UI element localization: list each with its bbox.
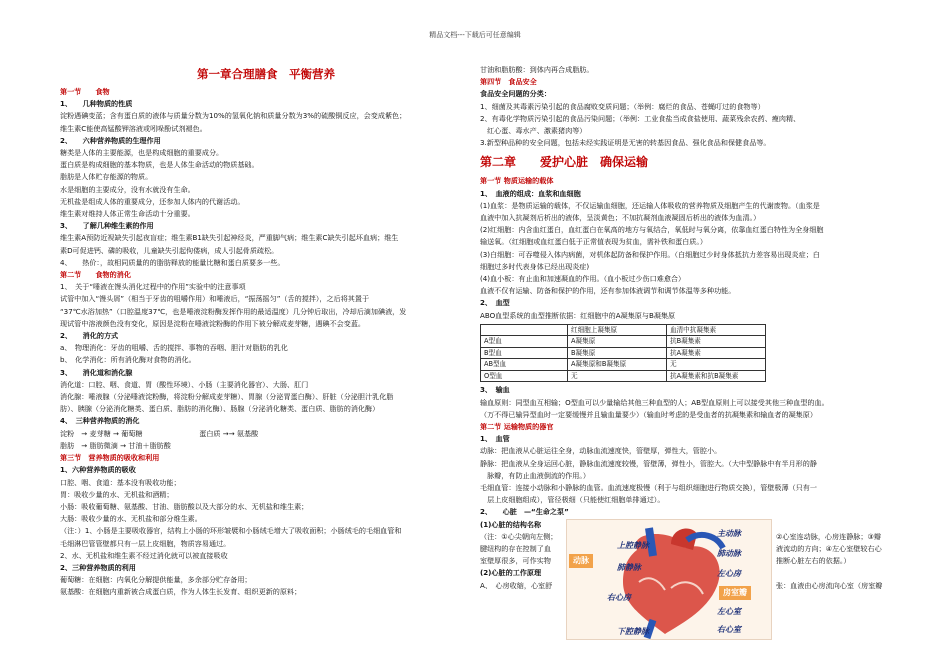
text-line	[776, 519, 890, 531]
text-line: 1、 血管	[480, 434, 510, 444]
text-line: 水是细胞的主要成分，没有水就没有生命。	[60, 184, 195, 194]
label-pulmonary-artery: 肺动脉	[717, 548, 741, 558]
text-line: 葡萄糖：在细胞：内氧化分解提供能量，多余部分贮存备用；	[60, 575, 252, 585]
text-line: 腱纽构的存在控制了血	[480, 544, 551, 553]
text-line	[776, 567, 890, 579]
text-line: 脂肪 → 脂肪微滴 → 甘油＋脂肪酸	[60, 440, 171, 450]
text-line: 输送氧。（红细胞或血红蛋白低于正常值表现为贫血，需补铁和蛋白质。）	[480, 237, 707, 247]
text-line: 2、有毒化学物质污染引起的食品污染问题；（举例：工业食盐当成食盐使用、蔬菜残余农药、瘦肉精、	[480, 113, 801, 123]
text-line: 输血原则：同型血互相输；O型血可以少量输给其他三种血型的人；AB型血原则上可以接受其他三种血型的血。	[480, 397, 829, 407]
text-line: （万不得已输异型血时一定要缓慢并且输血量要少）（输血时考虑的是受血者的抗凝集素和输血者的凝集原）	[480, 409, 817, 419]
text-line: 大肠：吸收少量的水、无机盐和部分维生素。	[60, 514, 202, 524]
text-line: 口腔、咽、食道：基本没有吸收功能；	[60, 477, 181, 487]
table-header-row	[481, 324, 766, 336]
artery-tag: 动脉	[569, 554, 593, 568]
table-row	[481, 336, 766, 348]
table-cell: AB型血	[481, 359, 568, 371]
table-cell: A型血	[481, 336, 568, 348]
text-line: 血液中加入抗凝剂后析出的液体，呈淡黄色；不加抗凝剂血液凝固后析出的液体为血清。）	[480, 213, 761, 223]
text-line: 毛细淋巴管管壁都只有一层上皮细胞，物质容易通过。	[60, 538, 231, 548]
table-cell: B型血	[481, 347, 568, 359]
text-line: (4)血小板：有止血和加速凝血的作用。（血小板过少伤口难愈合）	[480, 274, 686, 284]
text-line: 细胞过多时代表身体已经出现炎症)	[480, 261, 590, 271]
text-line: 3、 消化道和消化腺	[60, 367, 133, 377]
table-cell: 抗B凝集素	[667, 336, 766, 348]
text-line: 脂肪是人体贮存能源的物质。	[60, 172, 153, 182]
table-row	[481, 370, 766, 382]
text-line: (1)心脏的结构名称	[480, 519, 542, 529]
text-line: 肪）、胰腺（分泌消化糖类、蛋白质、脂肪的消化酶）、肠腺（分泌消化糖类、蛋白质、脂肪的消化酶）	[60, 404, 380, 414]
heart-notes-left	[480, 519, 564, 592]
text-line: 维生素对维持人体正常生命活动十分重要。	[60, 209, 195, 219]
text-line: 无机盐是组成人体的重要成分，还参加人体内的代谢活动。	[60, 196, 245, 206]
abo-blood-type-table	[480, 324, 766, 383]
text-line: b、 化学消化：所有消化酶对食物的消化。	[60, 355, 196, 365]
label-left-ventricle: 左心室	[717, 606, 741, 616]
text-line: 第二节 运输物质的器官	[480, 421, 554, 431]
text-line: 推断心脏左右的依据。）	[776, 556, 851, 566]
right-bottom-lines	[480, 384, 890, 518]
text-line: 胃：吸收少量的水、无机盐和酒精；	[60, 489, 174, 499]
text-line: 张：血液由心房流向心室（房室瓣	[776, 580, 883, 590]
text-line: “37℃水浴加热”（口腔温度37℃，也是唾液淀粉酶发挥作用的最适温度）几分钟后取出，冷却后滴加碘液，发	[60, 306, 407, 316]
heart-section	[480, 519, 890, 639]
heart-notes-right	[776, 519, 890, 592]
table-cell: A凝集原	[568, 336, 667, 348]
text-line: 毛细血管：连接小动脉和小静脉的血管。血流速度极慢（利于与组织细胞进行物质交换），管壁极薄（只有一	[480, 482, 817, 492]
table-cell: 抗A凝集素和抗B凝集素	[667, 370, 766, 382]
text-line: 2、 血型	[480, 298, 510, 308]
text-line: a、 物理消化：牙齿的咀嚼、舌的搅拌、事物的吞咽、胆汁对脂肪的乳化	[60, 343, 288, 353]
text-line: A、 心房收缩，心室舒	[480, 580, 553, 590]
text-line: 2、 消化的方式	[60, 331, 119, 341]
text-line: 血液不仅有运输、防备和保护的作用，还有参加体液调节和调节体温等多种功能。	[480, 286, 736, 296]
text-line: 脉瓣，有防止血液倒流的作用。）	[480, 470, 590, 480]
text-line: 2、 心脏 —“生命之泵”	[480, 507, 569, 517]
text-line: 食品安全问题的分类：	[480, 89, 551, 99]
label-left-atrium: 左心房	[717, 568, 741, 578]
text-line: 层上皮细胞组成），管径极细（只能使红细胞单排通过）。	[480, 495, 665, 505]
text-line: 淀粉遇碘变蓝；含有蛋白质的液体与质量分数为10%的氢氧化钠和质量分数为3%的硫酸铜反应，会变成紫色；	[60, 111, 407, 121]
text-line: 4、 三种营养物质的消化	[60, 416, 140, 426]
heart-diagram	[566, 519, 772, 640]
text-line: 试管中加入“馒头屑”（相当于牙齿的咀嚼作用）和唾液后，“振荡摇匀”（舌的搅拌），之后将其置于	[60, 294, 370, 304]
text-line: 1、六种营养物质的吸收	[60, 465, 136, 475]
text-line: 淀粉 → 麦芽糖 → 葡萄糖 蛋白质 →→ 氨基酸	[60, 428, 259, 438]
table-cell: A凝集原和B凝集原	[568, 359, 667, 371]
text-line: 1、 关于“唾液在馒头消化过程中的作用”实验中的注意事项	[60, 282, 246, 292]
text-line: (1)血浆：是物质运输的载体，不仅运输血细胞，还运输人体吸收的营养物质及细胞产生的代谢废物。（血浆是	[480, 200, 820, 210]
table-row	[481, 359, 766, 371]
text-line: 小肠：吸收葡萄糖、氨基酸、甘油、脂肪酸以及大部分的水、无机盐和维生素；	[60, 501, 309, 511]
text-line: （注：①心尖朝向左侧；	[480, 531, 558, 541]
text-line: 现试管中溶液颜色没有变化，原因是淀粉在唾液淀粉酶的作用下被分解成麦芽糖，遇碘不会变蓝。	[60, 318, 366, 328]
right-column	[480, 64, 890, 639]
table-cell: 无	[568, 370, 667, 382]
text-line: 维生素A预防近视缺失引起夜盲症；维生素B1缺失引起神经炎，严重脚气病；维生素C缺失引起坏血病；维生	[60, 233, 399, 243]
text-line: 室壁厚很多，可作实物	[480, 556, 551, 566]
label-superior-vena-cava: 上腔静脉	[617, 540, 649, 550]
text-line: 2、水、无机盐和维生素不经过消化就可以被直接吸收	[60, 550, 228, 560]
text-line: (2)红细胞：内含血红蛋白，血红蛋白在氧高的地方与氧结合，氧低时与氧分离，依靠血红蛋白特性为全身细胞	[480, 225, 824, 235]
text-line: 第一节 物质运输的载体	[480, 176, 554, 186]
text-line: 1、 几种物质的性质	[60, 99, 133, 109]
label-aorta: 主动脉	[717, 528, 741, 538]
label-right-ventricle: 右心室	[717, 624, 741, 634]
text-line: 消化腺：唾液腺（分泌唾液淀粉酶，将淀粉分解成麦芽糖）、胃腺（分泌胃蛋白酶）、肝脏（分泌胆汁乳化脂	[60, 392, 394, 402]
text-line: 2、三种营养物质的利用	[60, 562, 136, 572]
text-line: ABO血型系统的血型推断依据：红细胞中的A凝集原与B凝集原	[480, 310, 676, 320]
text-line: 素D可促进钙、磷的吸收，儿童缺失引起佝偻病，成人引起骨质疏松。	[60, 245, 279, 255]
table-row	[481, 347, 766, 359]
text-line: 4、 热价：，故相同质量的的脂肪释放的能量比糖和蛋白质要多一些。	[60, 257, 285, 267]
table-cell: 血清中抗凝集素	[667, 324, 766, 336]
table-cell: B凝集原	[568, 347, 667, 359]
text-line: 第一节 食物	[60, 87, 110, 96]
text-line: 消化道：口腔、咽、食道、胃（酸性环境）、小肠（主要消化器官）、大肠、肛门	[60, 379, 309, 389]
label-pulmonary-vein: 肺静脉	[617, 562, 641, 572]
left-lines	[60, 86, 472, 599]
label-right-atrium: 右心房	[607, 592, 631, 602]
chapter-1-title: 第一章合理膳食 平衡营养	[197, 67, 335, 81]
text-line: ②心室连动脉，心房连静脉；③瓣	[776, 531, 881, 541]
text-line: 甘油和脂肪酸：到体内再合成脂肪。	[480, 65, 594, 74]
text-line: 第三节 营养物质的吸收和利用	[60, 453, 160, 463]
table-cell: O型血	[481, 370, 568, 382]
valve-tag: 房室瓣	[719, 586, 751, 600]
text-line: 2、 六种营养物质的生理作用	[60, 135, 161, 145]
text-line: 维生素C能使高锰酸钾溶液或吲哚酚试剂褪色。	[60, 123, 207, 133]
text-line: 1、 血液的组成：血浆和血细胞	[480, 188, 581, 198]
text-line: 动脉：把血液从心脏运往全身，动脉血流速度快，管壁厚，弹性大，管腔小。	[480, 446, 722, 456]
text-line: 1、细菌及其毒素污染引起的食品腐败变质问题；（举例：腐烂的食品、苍蝇叮过的食物等）	[480, 101, 765, 111]
text-line: 液流动的方向；④左心室壁较右心	[776, 544, 882, 553]
text-line: 糖类是人体的主要能源，也是构成细胞的重要成分。	[60, 148, 224, 158]
text-line: （注：）1、小肠是主要吸收器官，结构上小肠的环形皱襞和小肠绒毛增大了吸收面积；小肠绒毛的毛细血管和	[60, 526, 402, 536]
text-line: (3)白细胞：可吞噬侵入体内病菌，对机体起防备和保护作用。（白细胞过少时身体抵抗力差容易出现炎症；白	[480, 249, 820, 259]
label-inferior-vena-cava: 下腔静脉	[617, 626, 649, 636]
text-line: 3.新型种品种的安全问题，包括未经实践证明是无害的转基因食品、强化食品和保健食品等。	[480, 138, 771, 148]
table-cell: 无	[667, 359, 766, 371]
text-line: 第四节 食品安全	[480, 77, 537, 87]
text-line: 3、 输血	[480, 385, 510, 395]
text-line: 氨基酸：在细胞内重新被合成蛋白质，作为人体生长发育、组织更新的原料；	[60, 587, 302, 597]
table-cell	[481, 324, 568, 336]
right-top-lines	[480, 64, 890, 149]
text-line: 静脉：把血液从全身运回心脏，静脉血流速度较慢，管壁薄，弹性小，管腔大。（大中型静脉中有半月形的静	[480, 458, 817, 468]
document-header: 精品文档---下载后可任意编辑	[429, 31, 521, 39]
text-line: 3、 了解几种维生素的作用	[60, 221, 154, 231]
text-line: 红心蛋、毒水产、激素猪肉等）	[480, 126, 587, 136]
table-cell: 红细胞上凝集原	[568, 324, 667, 336]
left-column	[60, 60, 472, 599]
table-cell: 抗A凝集素	[667, 347, 766, 359]
text-line: 蛋白质是构成细胞的基本物质，也是人体生命活动的物质基础。	[60, 160, 259, 170]
right-mid-lines	[480, 175, 890, 321]
chapter-2-title: 第二章 爱护心脏 确保运输	[480, 155, 649, 170]
text-line: 第二节 食物的消化	[60, 270, 131, 280]
text-line: (2)心脏的工作原理	[480, 568, 542, 578]
